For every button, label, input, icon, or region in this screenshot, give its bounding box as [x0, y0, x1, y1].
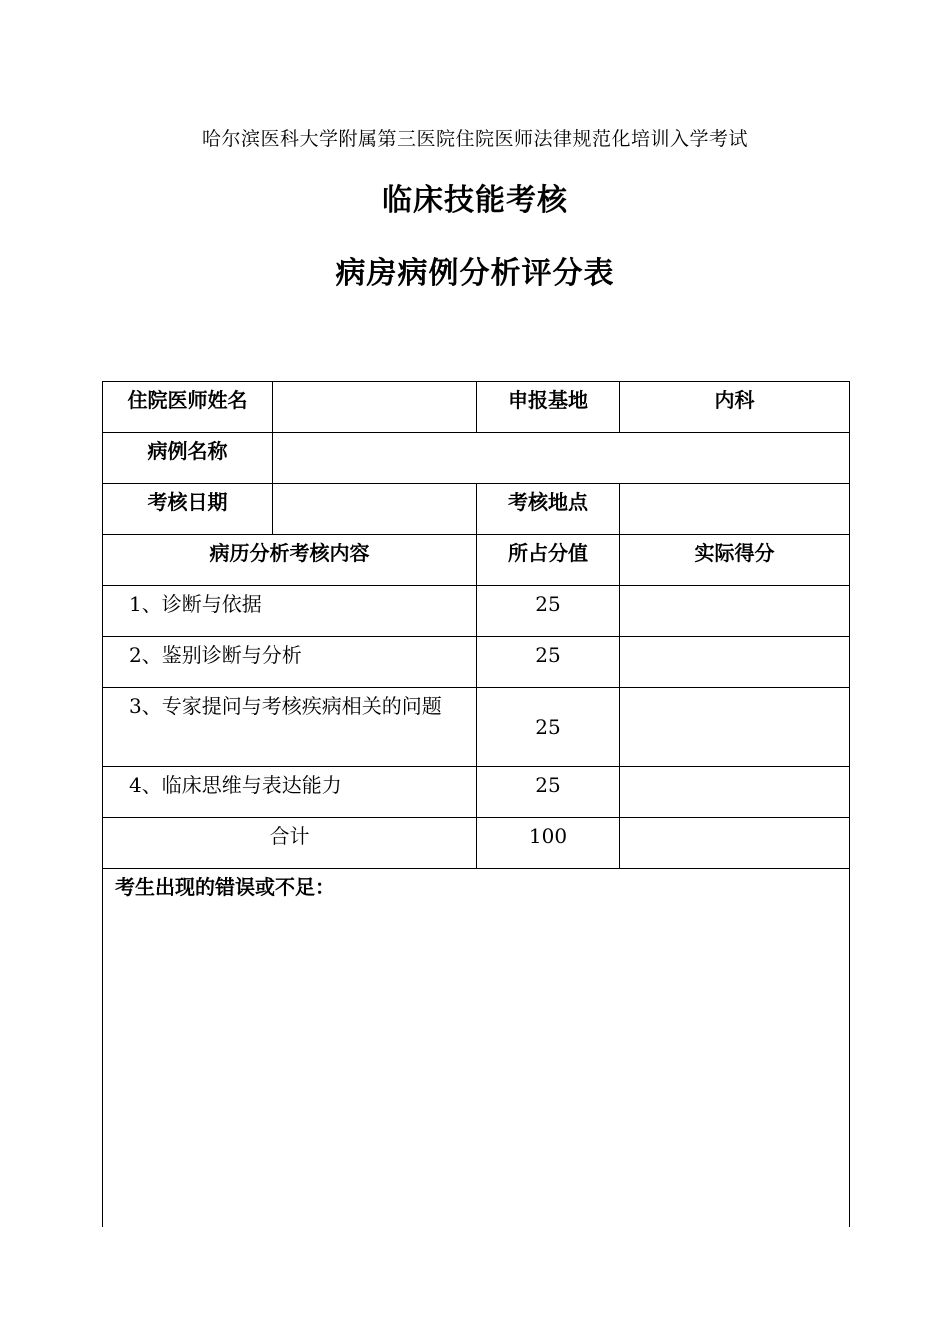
total-points: 100	[477, 818, 620, 869]
total-label: 合计	[103, 818, 477, 869]
score-item: 4、临床思维与表达能力	[103, 767, 477, 818]
total-score-field[interactable]	[620, 818, 850, 869]
score-header-row	[103, 535, 850, 586]
exam-location-label: 考核地点	[477, 484, 620, 535]
case-name-row	[103, 433, 850, 484]
document-title-line1: 临床技能考核	[382, 183, 568, 218]
score-points: 25	[477, 637, 620, 688]
exam-date-field[interactable]	[273, 484, 477, 535]
exam-location-field[interactable]	[620, 484, 850, 535]
resident-row	[103, 382, 850, 433]
exam-date-label: 考核日期	[103, 484, 273, 535]
case-name-field[interactable]	[273, 433, 850, 484]
score-points: 25	[477, 688, 620, 767]
score-actual-field[interactable]	[620, 637, 850, 688]
column-header-content: 病历分析考核内容	[103, 535, 477, 586]
resident-name-label: 住院医师姓名	[103, 382, 273, 433]
notes-row	[103, 869, 850, 1228]
notes-area[interactable]	[103, 869, 850, 1228]
base-field[interactable]: 内科	[620, 382, 850, 433]
case-name-label: 病例名称	[103, 433, 273, 484]
score-item: 1、诊断与依据	[103, 586, 477, 637]
resident-name-field[interactable]	[273, 382, 477, 433]
exam-info-row	[103, 484, 850, 535]
score-actual-field[interactable]	[620, 767, 850, 818]
score-item: 2、鉴别诊断与分析	[103, 637, 477, 688]
score-points: 25	[477, 767, 620, 818]
document-subtitle: 哈尔滨医科大学附属第三医院住院医师法律规范化培训入学考试	[201, 128, 748, 150]
table-row	[103, 688, 850, 767]
table-row	[103, 586, 850, 637]
column-header-points: 所占分值	[477, 535, 620, 586]
document-title-line2: 病房病例分析评分表	[335, 256, 615, 291]
notes-label: 考生出现的错误或不足：	[115, 875, 335, 899]
score-points: 25	[477, 586, 620, 637]
score-item: 3、专家提问与考核疾病相关的问题	[103, 688, 477, 767]
total-row	[103, 818, 850, 869]
evaluation-form-table	[102, 381, 850, 1227]
table-row	[103, 637, 850, 688]
column-header-score: 实际得分	[620, 535, 850, 586]
score-actual-field[interactable]	[620, 688, 850, 767]
score-actual-field[interactable]	[620, 586, 850, 637]
base-label: 申报基地	[477, 382, 620, 433]
table-row	[103, 767, 850, 818]
